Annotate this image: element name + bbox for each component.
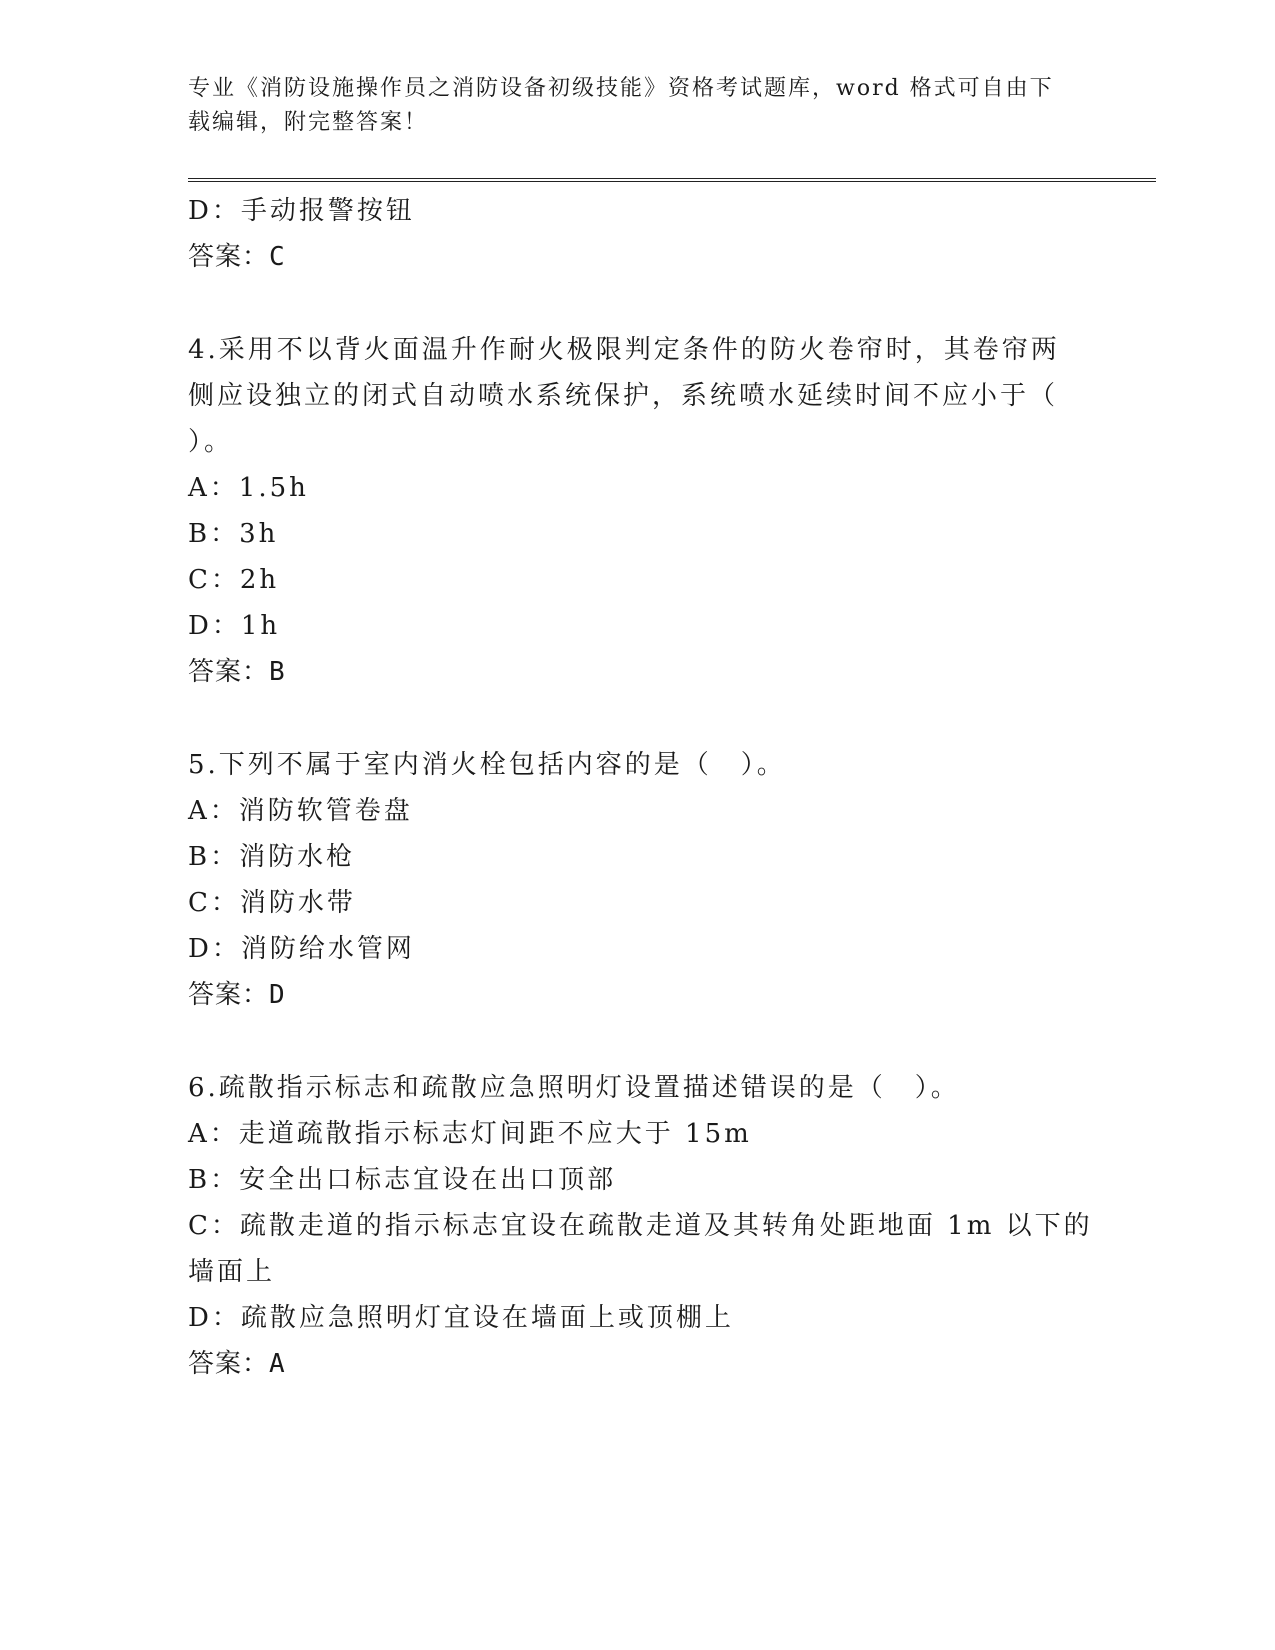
- question-body: [188, 188, 1093, 1387]
- header-double-rule: [188, 178, 1156, 182]
- question-4-option-c: C：2h: [188, 565, 280, 595]
- answer-label: 答案：: [188, 1349, 270, 1379]
- answer-value: B: [269, 657, 286, 687]
- page-header: 专业《消防设施操作员之消防设备初级技能》资格考试题库，word 格式可自由下 载编辑，附完整答案！: [188, 76, 1054, 135]
- question-4-stem-line-1: 4.采用不以背火面温升作耐火极限判定条件的防火卷帘时，其卷帘两: [188, 335, 1060, 365]
- question-4-answer: [188, 649, 1068, 695]
- question-6-option-c-line-1: C：疏散走道的指示标志宜设在疏散走道及其转角处距地面 1m 以下的: [188, 1211, 1093, 1241]
- question-6-option-b: B：安全出口标志宜设在出口顶部: [188, 1165, 617, 1195]
- answer-label: 答案：: [188, 980, 270, 1010]
- question-4-option-a: A：1.5h: [188, 473, 309, 503]
- question-6-stem: 6.疏散指示标志和疏散应急照明灯设置描述错误的是（ ）。: [188, 1073, 960, 1103]
- question-6-answer: [188, 1341, 1068, 1387]
- question-4-option-b: B：3h: [188, 519, 279, 549]
- question-6-option-c-line-2: 墙面上: [188, 1257, 276, 1287]
- question-gap: [188, 695, 1068, 742]
- answer-value: D: [269, 980, 286, 1010]
- answer-value: A: [269, 1349, 286, 1379]
- question-4-stem-line-3: ）。: [188, 427, 234, 457]
- question-6-option-d: D：疏散应急照明灯宜设在墙面上或顶棚上: [188, 1303, 734, 1333]
- answer-label: 答案：: [188, 657, 270, 687]
- question-4-option-d: D：1h: [188, 611, 281, 641]
- question-5-option-b: B：消防水枪: [188, 842, 356, 872]
- question-gap: [188, 1018, 1068, 1065]
- question-5-option-c: C：消防水带: [188, 888, 356, 918]
- question-5-answer: [188, 972, 1068, 1018]
- question-5-option-a: A：消防软管卷盘: [188, 796, 413, 826]
- question-5-option-d: D：消防给水管网: [188, 934, 415, 964]
- option-d: D：手动报警按钮: [188, 196, 415, 226]
- answer-value: C: [269, 242, 286, 272]
- answer-line: [188, 234, 1068, 280]
- question-gap: [188, 280, 1068, 327]
- question-5-stem: 5.下列不属于室内消火栓包括内容的是（ ）。: [188, 750, 786, 780]
- answer-label: 答案：: [188, 242, 270, 272]
- question-6-option-a: A：走道疏散指示标志灯间距不应大于 15m: [188, 1119, 752, 1149]
- question-4-stem-line-2: 侧应设独立的闭式自动喷水系统保护，系统喷水延续时间不应小于（: [188, 381, 1059, 411]
